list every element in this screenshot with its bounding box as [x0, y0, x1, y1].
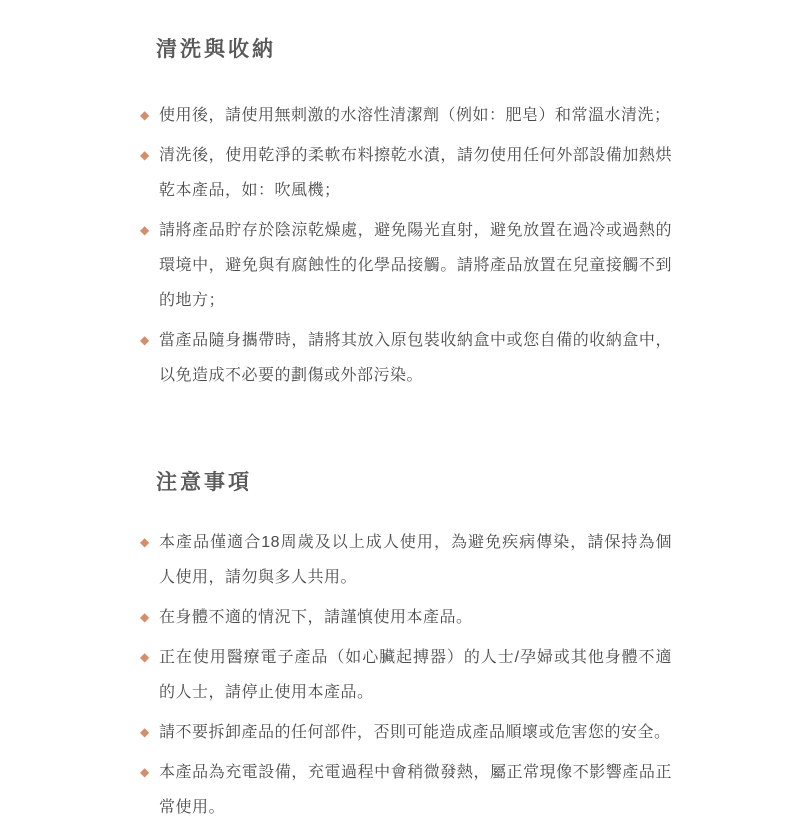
bullet-text: 清洗後，使用乾淨的柔軟布料擦乾水漬，請勿使用任何外部設備加熱烘乾本產品，如：吹風機；	[159, 147, 672, 199]
diamond-bullet-icon: ◆	[140, 333, 150, 347]
list-item	[140, 715, 672, 750]
diamond-bullet-icon: ◆	[140, 108, 150, 122]
diamond-bullet-icon: ◆	[140, 650, 150, 664]
bullet-text: 當產品隨身攜帶時，請將其放入原包裝收納盒中或您自備的收納盒中，以免造成不必要的劃傷或外部污染。	[159, 332, 672, 384]
diamond-bullet-icon: ◆	[140, 223, 150, 237]
list-item	[140, 525, 672, 595]
diamond-bullet-icon: ◆	[140, 765, 150, 779]
bullet-text: 在身體不適的情況下，請謹慎使用本產品。	[159, 609, 473, 626]
section-title-cleaning-storage: 清洗與收納	[156, 38, 276, 61]
bullet-text: 正在使用醫療電子產品（如心臟起搏器）的人士/孕婦或其他身體不適的人士，請停止使用本產品。	[159, 649, 672, 701]
bullet-text: 使用後，請使用無刺激的水溶性清潔劑（例如：肥皂）和常溫水清洗；	[159, 107, 671, 124]
section-cleaning-storage	[140, 36, 672, 393]
diamond-bullet-icon: ◆	[140, 725, 150, 739]
list-item	[140, 600, 672, 635]
list-item	[140, 138, 672, 208]
bullet-text: 本產品僅適合18周歲及以上成人使用，為避免疾病傳染，請保持為個人使用，請勿與多人共用。	[159, 534, 672, 586]
bullet-text: 本產品為充電設備，充電過程中會稍微發熱，屬正常現像不影響產品正常使用。	[159, 764, 672, 816]
bullet-text: 請將產品貯存於陰涼乾燥處，避免陽光直射，避免放置在過冷或過熱的環境中，避免與有腐蝕性的化學品接觸。請將產品放置在兒童接觸不到的地方；	[159, 222, 672, 309]
list-item	[140, 213, 672, 318]
bullet-text: 請不要拆卸產品的任何部件，否則可能造成產品順壞或危害您的安全。	[159, 724, 671, 741]
bullet-list-cleaning-storage	[140, 98, 672, 393]
list-item	[140, 755, 672, 825]
section-precautions	[140, 469, 672, 825]
diamond-bullet-icon: ◆	[140, 148, 150, 162]
list-item	[140, 98, 672, 133]
section-title-precautions: 注意事項	[156, 471, 252, 494]
list-item	[140, 323, 672, 393]
list-item	[140, 640, 672, 710]
bullet-list-precautions	[140, 525, 672, 825]
diamond-bullet-icon: ◆	[140, 610, 150, 624]
diamond-bullet-icon: ◆	[140, 535, 150, 549]
